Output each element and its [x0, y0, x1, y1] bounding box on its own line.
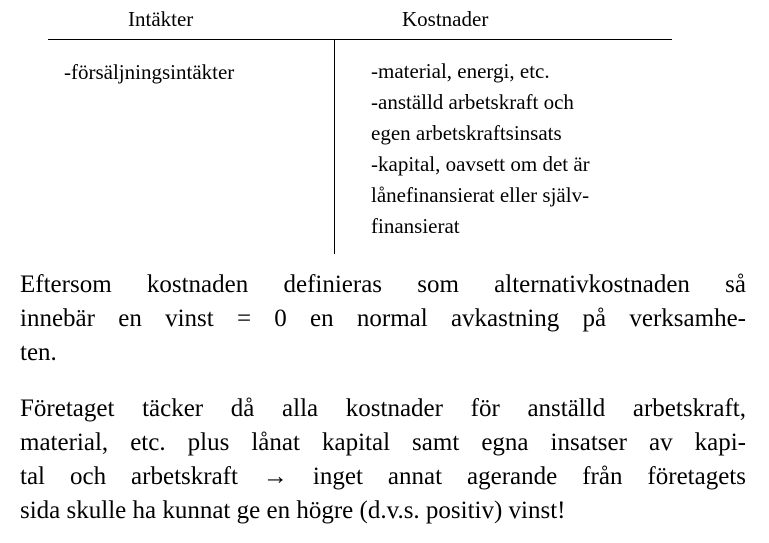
paragraph-line: innebär en vinst = 0 en normal avkastning på verksamhe- [20, 305, 746, 332]
paragraph-opportunity-cost [20, 268, 746, 370]
cost-column-header: Kostnader [402, 7, 489, 31]
paragraph-line: Eftersom kostnaden definieras som alternativkostnaden så [20, 271, 746, 298]
paragraph-line: material, etc. plus lånat kapital samt egna insatser av kapi- [20, 429, 746, 456]
paragraph-line: tal och arbetskraft → inget annat agerande från företagets [20, 463, 746, 490]
cost-line: egen arbetskraftsinsats [371, 121, 562, 145]
income-item-sales: -försäljningsintäkter [64, 60, 235, 84]
paragraph-line: ten. [20, 339, 57, 366]
table-column-divider [334, 40, 335, 254]
table-header-rule [48, 39, 672, 40]
cost-item-list [371, 56, 590, 242]
paragraph-line: Företaget täcker då alla kostnader för anställd arbetskraft, [20, 395, 746, 422]
paragraph-cost-coverage [20, 392, 746, 528]
cost-line: -material, energi, etc. [371, 59, 550, 83]
cost-line: -anställd arbetskraft och [371, 90, 574, 114]
cost-line: -kapital, oavsett om det är [371, 152, 590, 176]
cost-line: lånefinansierat eller själv- [371, 183, 590, 207]
paragraph-line: sida skulle ha kunnat ge en högre (d.v.s. positiv) vinst! [20, 497, 566, 524]
cost-line: finansierat [371, 214, 460, 238]
income-column-header: Intäkter [128, 7, 194, 31]
